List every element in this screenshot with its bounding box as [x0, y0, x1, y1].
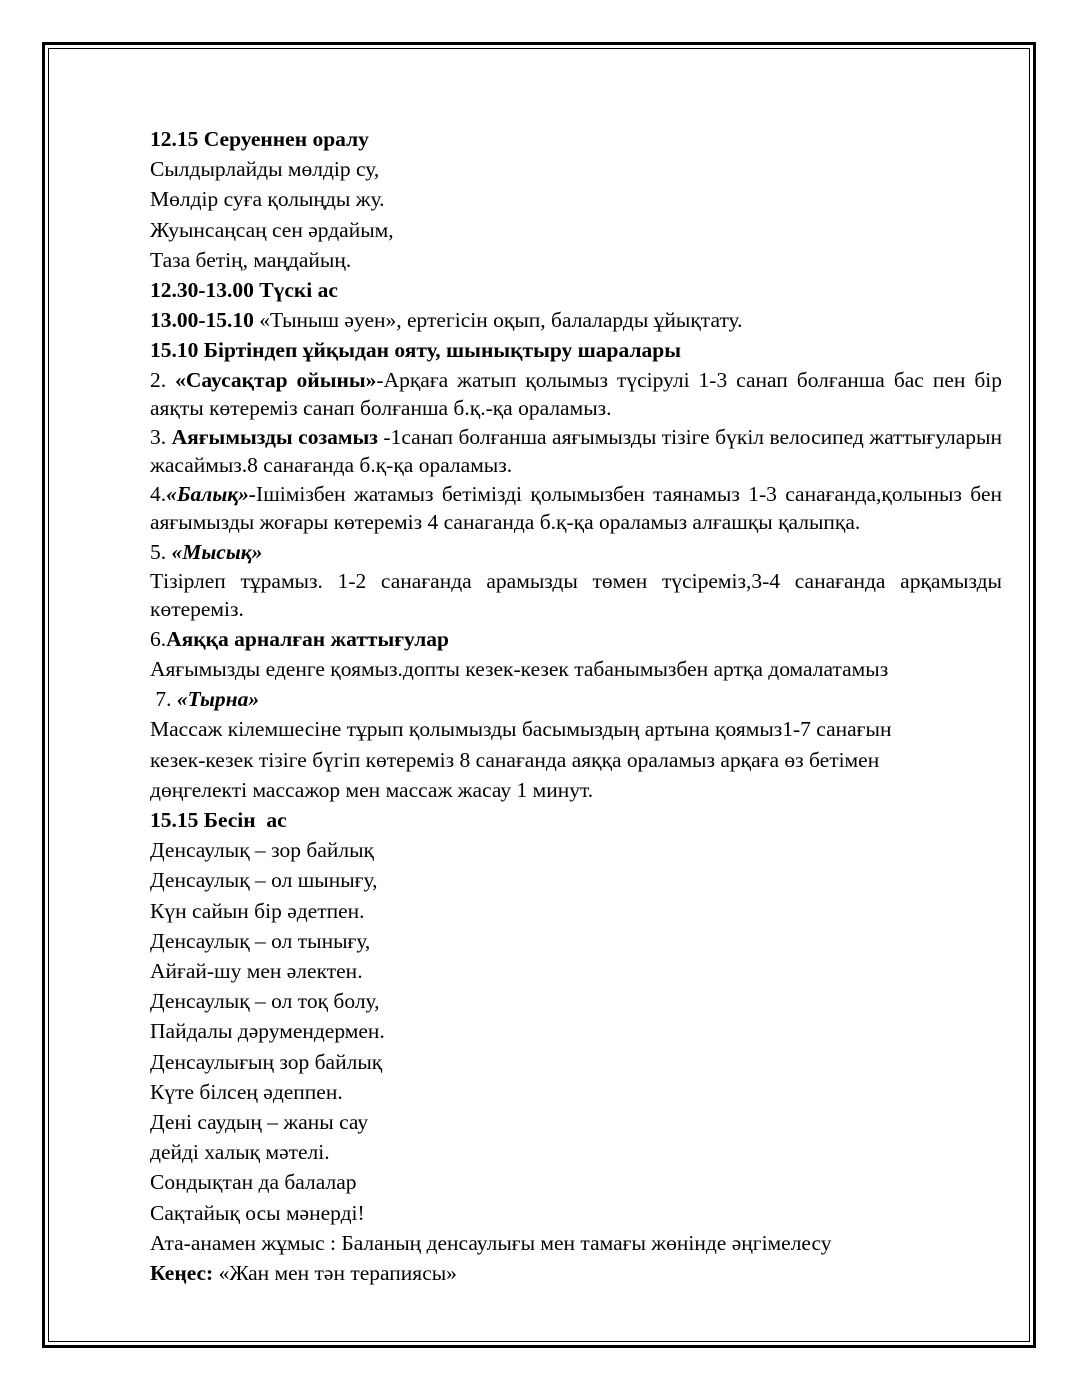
- poem-line: Жуынсаңсаң сен әрдайым,: [150, 217, 394, 242]
- exercise-text: -Арқаға жатып қолымыз түсірулі 1-3 санап болғанша бас пен бір аяқты көтереміз санап болғанша б.қ.-қа ораламыз.: [150, 367, 1002, 420]
- exercise-5-text: Тізірлеп тұрамыз. 1-2 санағанда арамызды төмен түсіреміз,3-4 санағанда арқамызды көтереміз.: [150, 568, 1002, 621]
- exercise-name: «Мысық»: [171, 539, 263, 564]
- document-body: [150, 124, 1002, 1288]
- exercise-4: [150, 480, 1002, 536]
- exercise-3: [150, 423, 1002, 479]
- exercise-2: [150, 366, 1002, 422]
- poem-line: Күн сайын бір әдетпен.: [150, 898, 365, 923]
- poem-health: [150, 835, 1002, 1228]
- exercise-name: «Балық»-: [166, 481, 257, 506]
- advice: [150, 1258, 1002, 1288]
- poem-line: Денсаулық – зор байлық: [150, 838, 375, 863]
- exercise-name: «Тырна»: [176, 687, 260, 712]
- exercise-number: 6.: [150, 626, 167, 651]
- poem-line: Пайдалы дәрумендермен.: [150, 1019, 385, 1044]
- poem-line: Сақтайық осы мәнерді!: [150, 1200, 365, 1225]
- exercise-text: -1санап болғанша аяғымызды тізіге бүкіл велосипед жаттығуларын жасаймыз.8 санағанда б.қ-қа ораламыз.: [150, 424, 1003, 477]
- poem-line: Мөлдір суға қолыңды жу.: [150, 187, 385, 212]
- poem-line: Дені саудың – жаны сау: [150, 1110, 369, 1135]
- poem-line: Денсаулығың зор байлық: [150, 1049, 383, 1074]
- section-heading-wakeup: 15.10 Біртіндеп ұйқыдан ояту, шынықтыру шаралары: [150, 338, 682, 363]
- section-heading-snack: 15.15 Бесін ас: [150, 808, 287, 833]
- exercise-7-line: дөңгелекті массажор мен массаж жасау 1 минут.: [150, 777, 594, 802]
- poem-line: Денсаулық – ол тоқ болу,: [150, 989, 380, 1014]
- poem-line: Сондықтан да балалар: [150, 1170, 357, 1195]
- poem-line: Сылдырлайды мөлдір су,: [150, 157, 380, 182]
- exercise-7-line: Массаж кілемшесіне тұрып қолымызды басымыздың артына қоямыз1-7 санағын: [150, 717, 892, 742]
- advice-label: Кеңес:: [150, 1261, 214, 1286]
- nap-text: «Тыныш әуен», ертегісін оқып, балаларды ұйықтату.: [253, 308, 743, 333]
- exercise-number: 3.: [150, 424, 172, 449]
- exercise-text: Ішімізбен жатамыз бетімізді қолымызбен таянамыз 1-3 санағанда,қолыныз бен аяғымызды жоғары көтереміз 4 санаганда б.қ-қа ораламыз алғашқы қалыпқа.: [150, 481, 1002, 534]
- section-heading-lunch: 12.30-13.00 Түскі ас: [150, 278, 338, 303]
- section-nap: [150, 305, 1002, 335]
- poem-line: Күте білсең әдеппен.: [150, 1079, 343, 1104]
- exercise-name: Аяққа арналған жаттығулар: [166, 626, 449, 651]
- poem-line: Айғай-шу мен әлектен.: [150, 959, 363, 984]
- exercise-number: 4.: [150, 481, 167, 506]
- exercise-6-title: [150, 624, 1002, 654]
- nap-time: 13.00-15.10: [150, 308, 254, 333]
- advice-text: «Жан мен тән терапиясы»: [213, 1261, 457, 1286]
- poem-line: Таза бетің, маңдайың.: [150, 247, 352, 272]
- exercise-5-title: [150, 537, 1002, 567]
- section-heading-return-from-walk: 12.15 Серуеннен оралу: [150, 127, 369, 151]
- poem-line: дейді халық мәтелі.: [150, 1140, 330, 1165]
- exercise-number: 5.: [150, 539, 172, 564]
- exercise-number: 7.: [150, 687, 177, 712]
- exercise-name: «Саусақтар ойыны»: [175, 367, 377, 392]
- poem-water: [150, 154, 1002, 275]
- exercise-6-text: Аяғымызды еденге қоямыз.допты кезек-кезек табанымызбен артқа домалатамыз: [150, 657, 889, 682]
- exercise-name: Аяғымызды созамыз: [171, 424, 378, 449]
- exercise-7-line: кезек-кезек тізіге бүгіп көтереміз 8 санағанда аяққа ораламыз арқаға өз бетімен: [150, 747, 880, 772]
- poem-line: Денсаулық – ол тынығу,: [150, 928, 371, 953]
- poem-line: Денсаулық – ол шынығу,: [150, 868, 378, 893]
- exercise-number: 2.: [150, 367, 176, 392]
- parents-work: Ата-анамен жұмыс : Баланың денсаулығы мен тамағы жөнінде әңгімелесу: [150, 1230, 832, 1255]
- exercise-7-title: [150, 684, 1002, 714]
